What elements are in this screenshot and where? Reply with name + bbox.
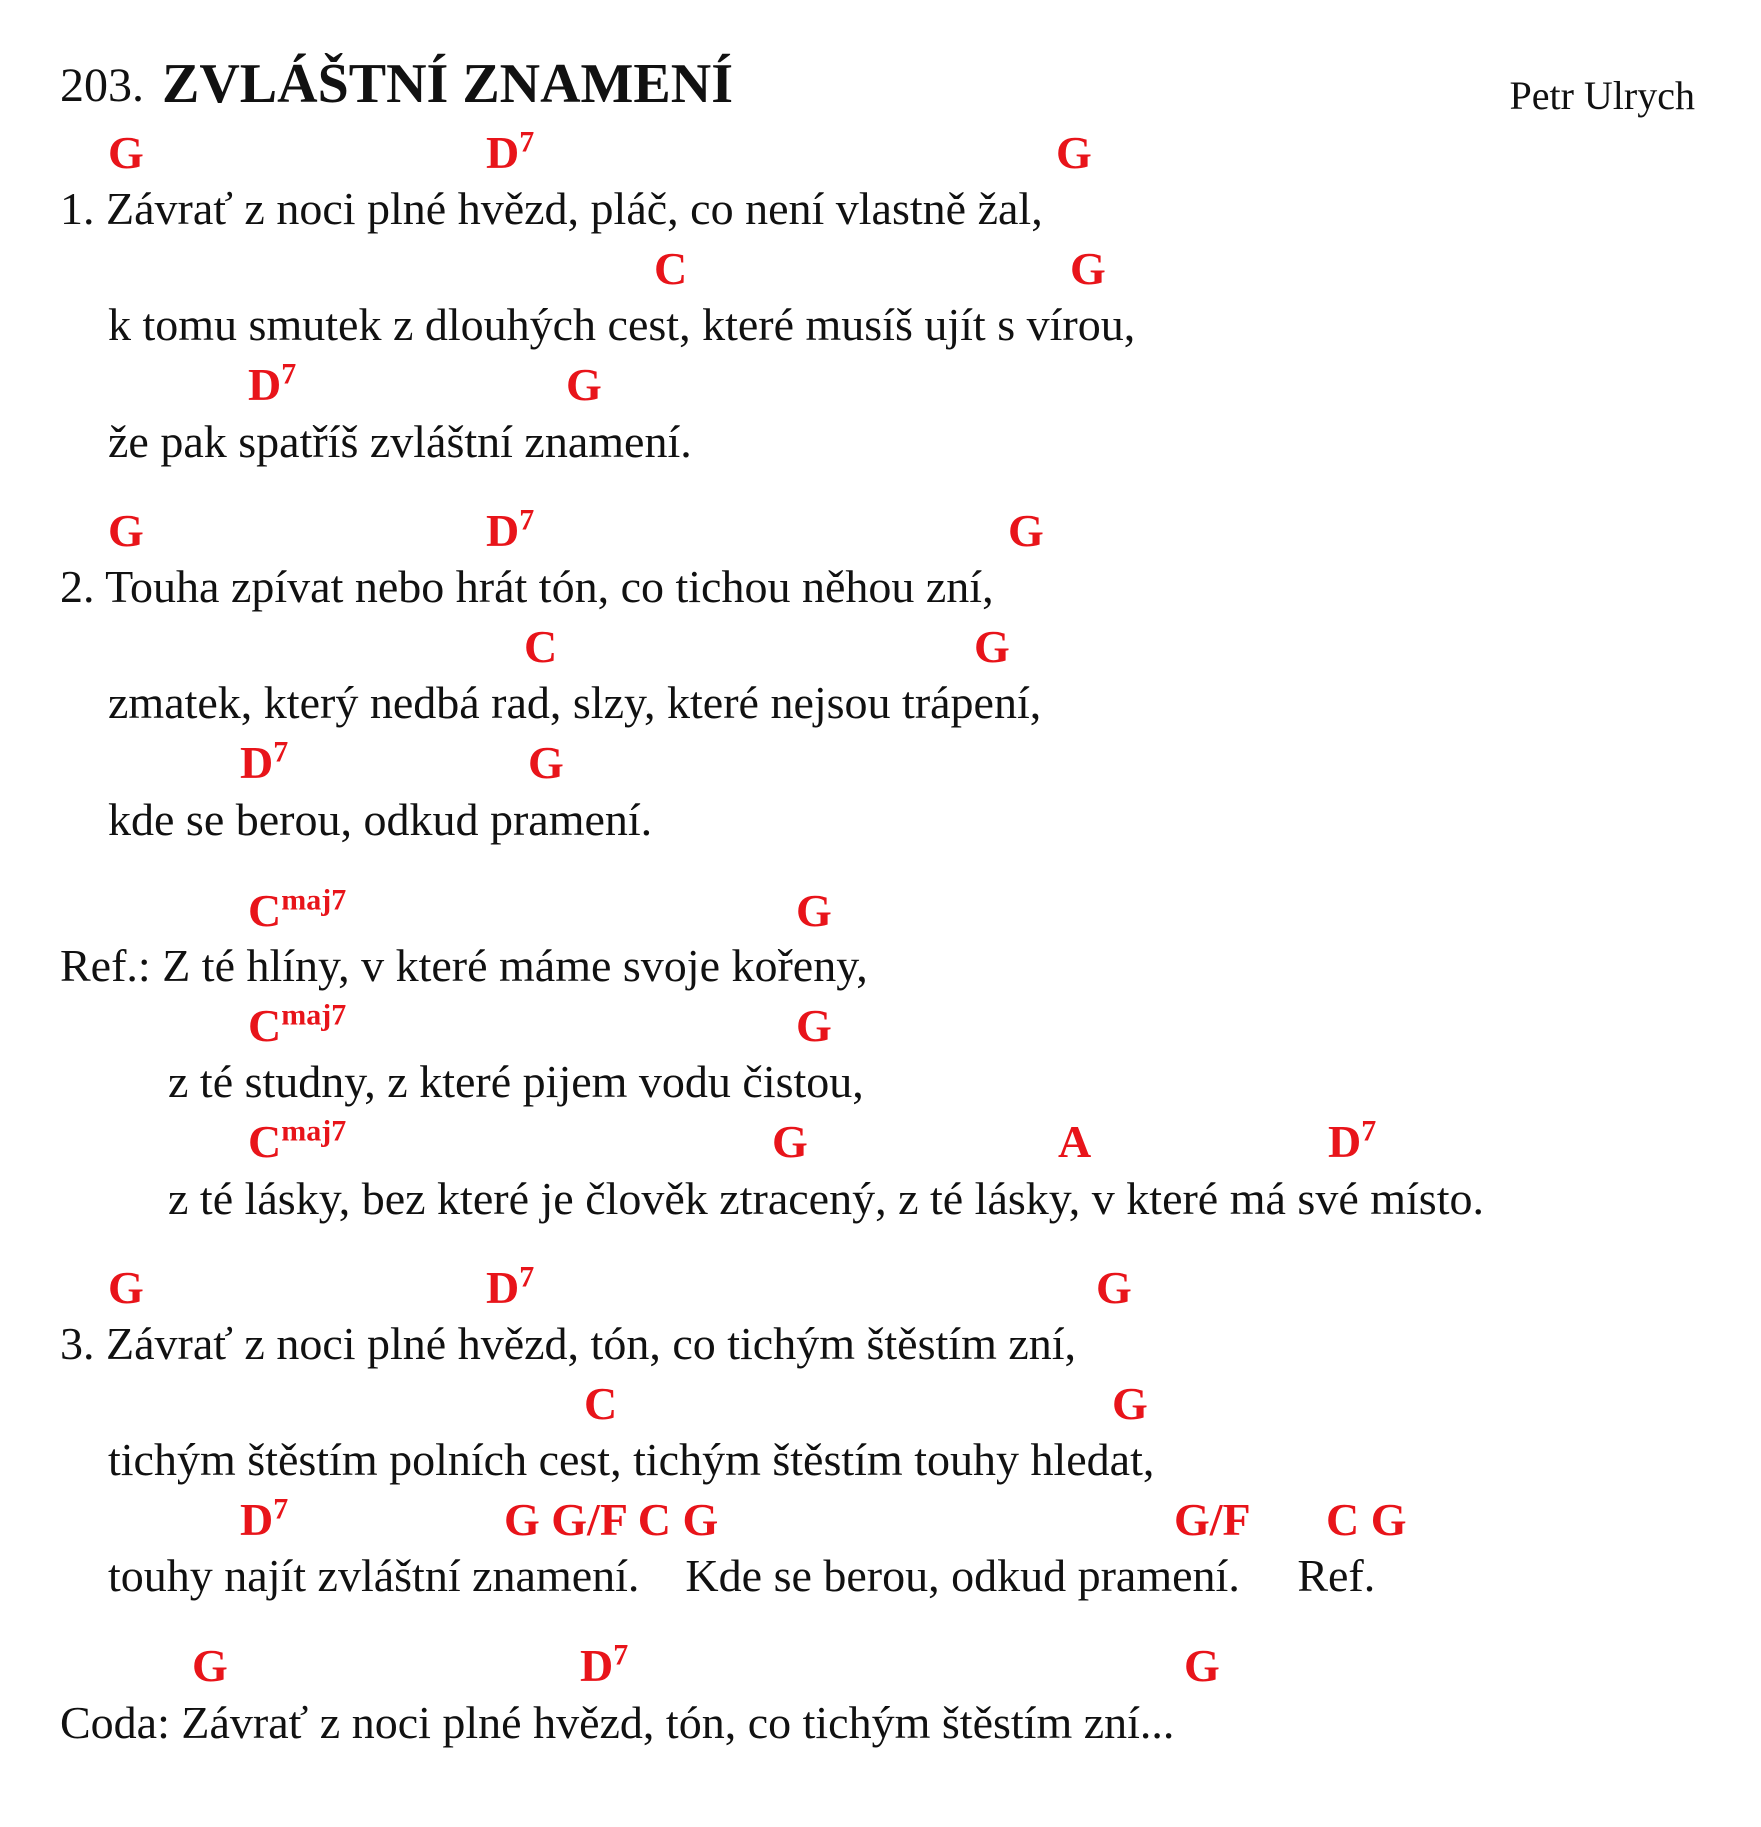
chord-symbol: [240, 1492, 289, 1545]
chord-root: G G/F C G: [504, 1494, 719, 1545]
chord-extension: 7: [613, 1638, 629, 1672]
chord-symbol: [486, 1260, 535, 1313]
chord-extension: maj7: [281, 998, 347, 1032]
song-number: 203.: [60, 59, 144, 112]
chord-symbol: [248, 357, 297, 410]
chord-root: D: [1328, 1116, 1362, 1167]
chord-root: D: [580, 1640, 614, 1691]
chord-root: G: [528, 737, 564, 788]
chord-root: G: [796, 885, 832, 936]
chord-symbol: [1056, 127, 1092, 178]
chord-symbol: [1058, 1116, 1092, 1167]
chord-symbol: [584, 1378, 618, 1429]
chord-symbol: [1326, 1494, 1407, 1545]
chord-root: G: [108, 1262, 144, 1313]
lyric-line: zmatek, který nedbá rad, slzy, které nejsou trápení,: [108, 677, 1042, 728]
chord-root: C: [524, 621, 558, 672]
chord-symbol: [796, 885, 832, 936]
chord-root: C: [248, 1000, 282, 1051]
chord-root: G: [108, 505, 144, 556]
chord-root: C: [584, 1378, 618, 1429]
chord-symbol: [248, 1114, 347, 1167]
chord-extension: 7: [281, 357, 297, 391]
chord-extension: 7: [273, 735, 289, 769]
chord-extension: 7: [1361, 1114, 1377, 1148]
chord-symbol: [1008, 505, 1044, 556]
chord-root: G: [1008, 505, 1044, 556]
chord-symbol: [1112, 1378, 1148, 1429]
lyric-line: kde se berou, odkud pramení.: [108, 794, 653, 845]
chord-root: C: [654, 243, 688, 294]
chord-symbol: [504, 1494, 719, 1545]
chord-root: D: [240, 1494, 274, 1545]
chord-symbol: [108, 1262, 144, 1313]
chord-symbol: [1184, 1640, 1220, 1691]
chord-root: D: [240, 737, 274, 788]
chord-extension: 7: [273, 1492, 289, 1526]
lyric-line: 3. Závrať z noci plné hvězd, tón, co tichým štěstím zní,: [60, 1318, 1077, 1369]
chord-root: C G: [1326, 1494, 1407, 1545]
chord-symbol: [974, 621, 1010, 672]
chord-symbol: [580, 1638, 629, 1691]
chord-symbol: [1328, 1114, 1377, 1167]
chord-root: D: [486, 127, 520, 178]
chord-symbol: [486, 503, 535, 556]
chord-symbol: [566, 359, 602, 410]
chord-symbol: [1070, 243, 1106, 294]
chord-root: G: [192, 1640, 228, 1691]
lyric-line: Ref.: Z té hlíny, v které máme svoje kořeny,: [60, 940, 868, 991]
chord-root: G: [796, 1000, 832, 1051]
chord-symbol: [248, 998, 347, 1051]
chord-root: G: [1070, 243, 1106, 294]
chord-root: C: [248, 885, 282, 936]
lyric-line: 2. Touha zpívat nebo hrát tón, co tichou něhou zní,: [60, 561, 994, 612]
lyric-line: z té lásky, bez které je člověk ztracený, z té lásky, v které má své místo.: [168, 1173, 1484, 1224]
chord-root: G: [566, 359, 602, 410]
lyric-line: Coda: Závrať z noci plné hvězd, tón, co tichým štěstím zní...: [60, 1697, 1175, 1748]
chord-root: G: [1096, 1262, 1132, 1313]
chord-root: D: [486, 505, 520, 556]
chord-symbol: [524, 621, 558, 672]
lyric-line: tichým štěstím polních cest, tichým štěstím touhy hledat,: [108, 1434, 1155, 1485]
chord-root: G: [974, 621, 1010, 672]
chord-root: C: [248, 1116, 282, 1167]
chord-extension: maj7: [281, 883, 347, 917]
lyric-line: touhy najít zvláštní znamení. Kde se berou, odkud pramení. Ref.: [108, 1550, 1376, 1601]
chord-root: G: [1056, 127, 1092, 178]
chord-root: G: [108, 127, 144, 178]
chord-extension: 7: [519, 503, 535, 537]
chord-symbol: [796, 1000, 832, 1051]
chord-symbol: [772, 1116, 808, 1167]
chord-extension: 7: [519, 1260, 535, 1294]
chord-root: G: [772, 1116, 808, 1167]
song-author: Petr Ulrych: [1509, 73, 1695, 118]
chord-root: D: [486, 1262, 520, 1313]
chord-extension: maj7: [281, 1114, 347, 1148]
chord-symbol: [654, 243, 688, 294]
chord-symbol: [486, 125, 535, 178]
chord-symbol: [1174, 1494, 1251, 1545]
chord-symbol: [108, 505, 144, 556]
chord-symbol: [240, 735, 289, 788]
lyric-line: 1. Závrať z noci plné hvězd, pláč, co není vlastně žal,: [60, 183, 1043, 234]
song-title: ZVLÁŠTNÍ ZNAMENÍ: [162, 53, 733, 115]
chord-symbol: [108, 127, 144, 178]
chord-extension: 7: [519, 125, 535, 159]
chord-root: D: [248, 359, 282, 410]
lyric-line: že pak spatříš zvláštní znamení.: [108, 416, 692, 467]
lyric-line: z té studny, z které pijem vodu čistou,: [168, 1056, 864, 1107]
chord-symbol: [248, 883, 347, 936]
chord-root: G: [1184, 1640, 1220, 1691]
lyric-line: k tomu smutek z dlouhých cest, které musíš ujít s vírou,: [108, 299, 1136, 350]
chord-root: G/F: [1174, 1494, 1251, 1545]
chord-root: G: [1112, 1378, 1148, 1429]
chord-symbol: [528, 737, 564, 788]
chord-root: A: [1058, 1116, 1092, 1167]
chord-symbol: [1096, 1262, 1132, 1313]
chord-symbol: [192, 1640, 228, 1691]
